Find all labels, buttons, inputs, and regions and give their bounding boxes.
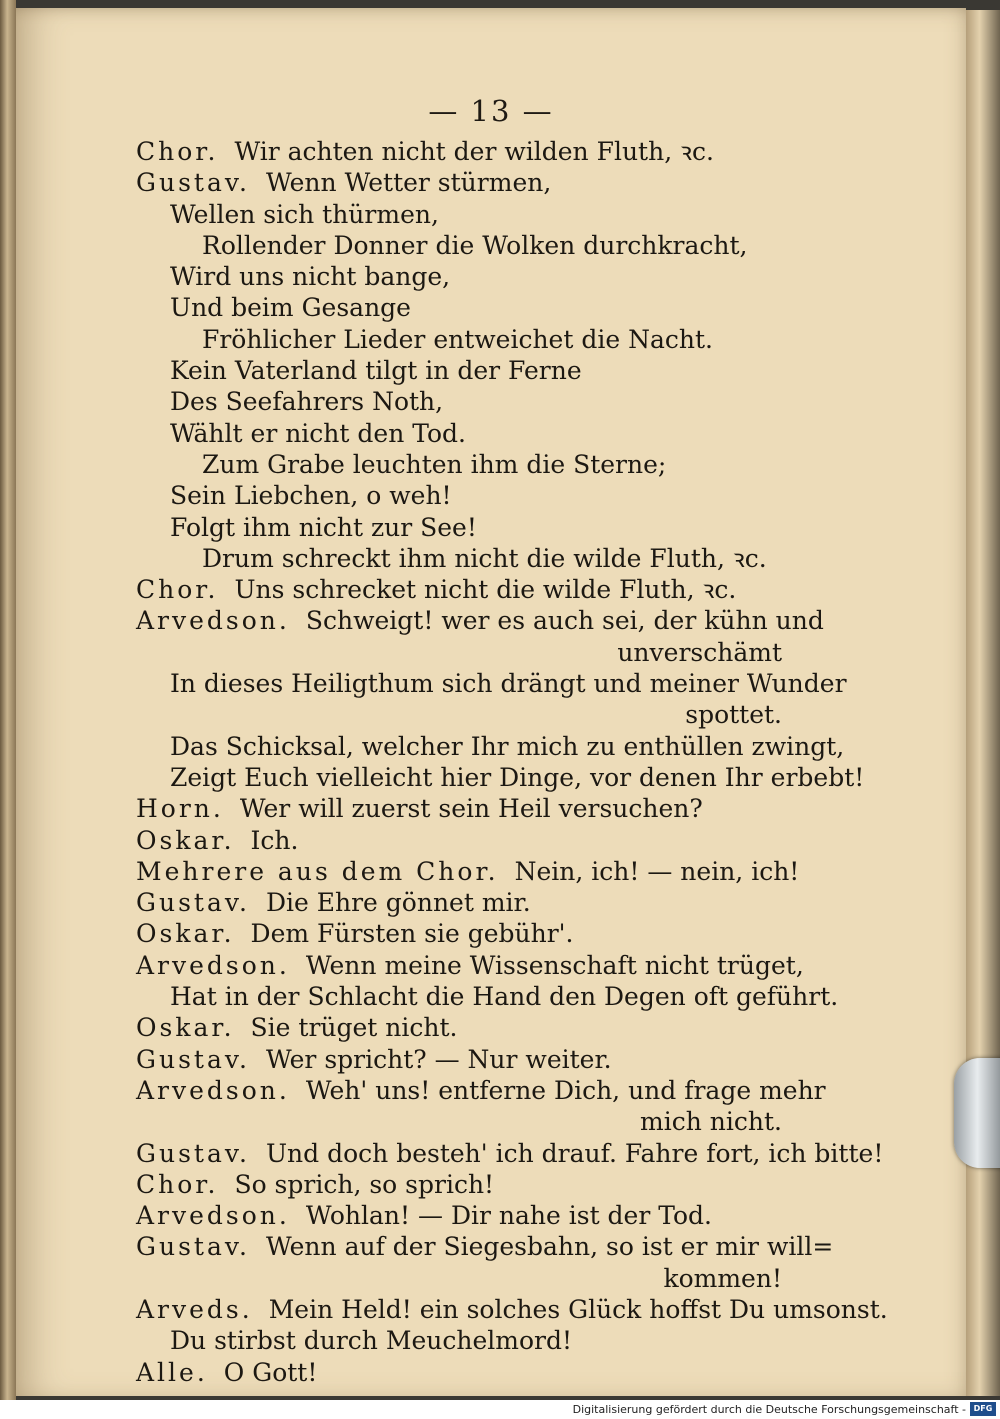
speaker-name: Oskar. <box>136 825 235 855</box>
speaker-name: Oskar. <box>136 1013 235 1043</box>
speaker-name: Chor. <box>136 137 219 166</box>
speaker-name: Chor. <box>136 575 219 605</box>
line-text: Wird uns nicht bange, <box>170 262 451 292</box>
speaker-name: Arveds. <box>136 1294 253 1324</box>
line-text: Des Seefahrers Noth, <box>170 387 444 417</box>
line-text: Zeigt Euch vielleicht hier Dinge, vor denen Ihr erbebt! <box>170 762 865 792</box>
text-line <box>136 355 896 386</box>
line-text: In dieses Heiligthum sich drängt und meiner Wunder <box>170 669 847 699</box>
text-line <box>136 731 896 762</box>
line-text: spottet. <box>685 700 782 730</box>
speaker-name: Arvedson. <box>136 1201 290 1231</box>
text-line <box>136 1044 896 1075</box>
text-line <box>136 762 896 793</box>
text-line <box>136 950 896 981</box>
speaker-name: Mehrere aus dem Chor. <box>136 856 499 886</box>
line-text: Wir achten nicht der wilden Fluth, ꝛc. <box>234 137 714 166</box>
text-line <box>136 386 896 417</box>
speaker-name: Chor. <box>136 1169 219 1199</box>
line-text: Wellen sich thürmen, <box>170 199 439 229</box>
line-text: Wählt er nicht den Tod. <box>170 418 466 448</box>
line-text: Ich. <box>250 825 299 855</box>
speaker-name: Arvedson. <box>136 606 290 636</box>
line-text: Sein Liebchen, o weh! <box>170 481 452 511</box>
text-line <box>136 480 896 511</box>
book-spine-edge <box>0 0 16 1400</box>
text-line <box>136 1263 896 1294</box>
text-line <box>136 637 896 668</box>
text-line <box>136 887 896 918</box>
line-text: Wenn meine Wissenschaft nicht trüget, <box>305 950 804 980</box>
line-text: Folgt ihm nicht zur See! <box>170 512 477 542</box>
line-text: Dem Fürsten sie gebühr'. <box>250 919 574 949</box>
line-text: unverschämt <box>617 637 782 667</box>
speaker-name: Gustav. <box>136 1044 250 1074</box>
text-line <box>136 167 896 198</box>
page-clip <box>954 1058 1000 1168</box>
text-block <box>136 136 896 1388</box>
line-text: So sprich, so sprich! <box>234 1169 495 1199</box>
line-text: kommen! <box>663 1263 782 1293</box>
text-line <box>136 668 896 699</box>
dfg-logo: DFG <box>970 1402 996 1416</box>
line-text: Weh' uns! entferne Dich, und frage mehr <box>305 1075 826 1105</box>
line-text: mich nicht. <box>640 1107 782 1137</box>
text-line <box>136 1325 896 1356</box>
line-text: Und doch besteh' ich drauf. Fahre fort, ich bitte! <box>265 1138 884 1168</box>
text-line <box>136 230 896 261</box>
text-line <box>136 418 896 449</box>
speaker-name: Gustav. <box>136 1232 250 1262</box>
text-line <box>136 261 896 292</box>
book-page <box>16 8 966 1396</box>
line-text: Du stirbst durch Meuchelmord! <box>170 1326 572 1356</box>
footer-credit: Digitalisierung gefördert durch die Deutsche Forschungsgemeinschaft - <box>572 1403 966 1416</box>
text-line <box>136 1106 896 1137</box>
speaker-name: Alle. <box>136 1357 208 1387</box>
page-stack-edge <box>966 10 1000 1396</box>
speaker-name: Oskar. <box>136 919 235 949</box>
line-text: O Gott! <box>223 1357 318 1387</box>
text-line <box>136 292 896 323</box>
line-text: Wer will zuerst sein Heil versuchen? <box>239 794 703 824</box>
line-text: Wohlan! — Dir nahe ist der Tod. <box>305 1201 712 1231</box>
line-text: Kein Vaterland tilgt in der Ferne <box>170 356 582 386</box>
speaker-name: Arvedson. <box>136 1075 290 1105</box>
text-line <box>136 1075 896 1106</box>
speaker-name: Horn. <box>136 794 224 824</box>
line-text: Nein, ich! — nein, ich! <box>514 856 800 886</box>
line-text: Drum schreckt ihm nicht die wilde Fluth, ꝛc. <box>202 543 767 573</box>
line-text: Fröhlicher Lieder entweichet die Nacht. <box>202 324 713 354</box>
text-line <box>136 136 896 167</box>
text-line <box>136 199 896 230</box>
text-line <box>136 856 896 887</box>
text-line <box>136 793 896 824</box>
line-text: Wenn Wetter stürmen, <box>265 168 552 198</box>
speaker-name: Gustav. <box>136 1138 250 1168</box>
line-text: Zum Grabe leuchten ihm die Sterne; <box>202 449 667 479</box>
text-line <box>136 449 896 480</box>
line-text: Die Ehre gönnet mir. <box>265 888 531 918</box>
text-line <box>136 543 896 574</box>
speaker-name: Gustav. <box>136 888 250 918</box>
text-line <box>136 1357 896 1388</box>
speaker-name: Gustav. <box>136 168 250 198</box>
text-line <box>136 699 896 730</box>
text-line <box>136 512 896 543</box>
line-text: Und beim Gesange <box>170 293 411 323</box>
line-text: Rollender Donner die Wolken durchkracht, <box>202 230 748 260</box>
text-line <box>136 574 896 605</box>
text-line <box>136 605 896 636</box>
text-line <box>136 981 896 1012</box>
text-line <box>136 1231 896 1262</box>
line-text: Das Schicksal, welcher Ihr mich zu enthüllen zwingt, <box>170 731 845 761</box>
line-text: Wenn auf der Siegesbahn, so ist er mir will= <box>265 1232 834 1262</box>
line-text: Mein Held! ein solches Glück hoffst Du umsonst. <box>268 1294 888 1324</box>
line-text: Sie trüget nicht. <box>250 1013 458 1043</box>
text-line <box>136 1138 896 1169</box>
text-line <box>136 1169 896 1200</box>
line-text: Schweigt! wer es auch sei, der kühn und <box>305 606 824 636</box>
text-line <box>136 825 896 856</box>
line-text: Wer spricht? — Nur weiter. <box>265 1044 612 1074</box>
text-line <box>136 1294 896 1325</box>
text-line <box>136 1200 896 1231</box>
text-line <box>136 324 896 355</box>
text-line <box>136 918 896 949</box>
page-number: — 13 — <box>428 94 554 128</box>
line-text: Hat in der Schlacht die Hand den Degen oft geführt. <box>170 982 839 1012</box>
footer-bar <box>0 1400 1000 1419</box>
line-text: Uns schrecket nicht die wilde Fluth, ꝛc. <box>234 575 737 605</box>
text-line <box>136 1012 896 1043</box>
speaker-name: Arvedson. <box>136 950 290 980</box>
